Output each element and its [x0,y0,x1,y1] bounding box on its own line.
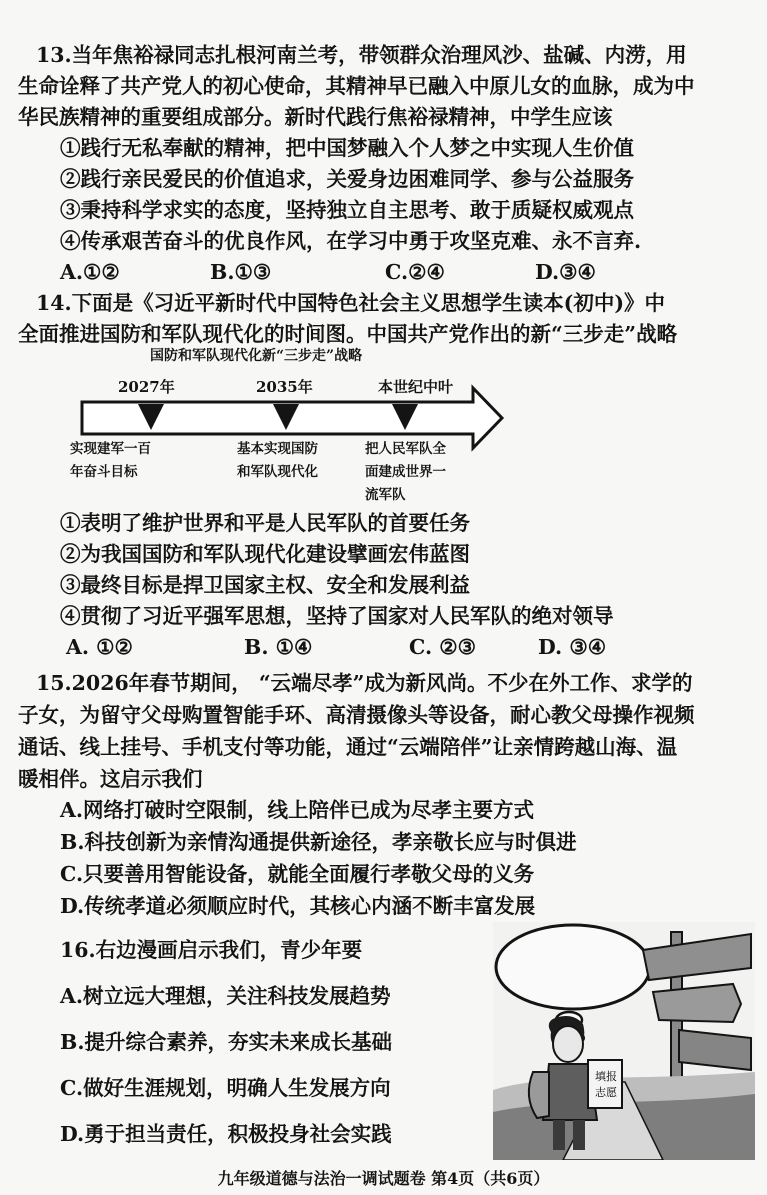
milestone-desc-3-line-3: 流军队 [365,487,406,503]
milestone-desc-2-line-1: 基本实现国防 [237,441,318,457]
q14-item-4: ④贯彻了习近平强军思想，坚持了国家对人民军队的绝对领导 [60,604,614,628]
q15-stem-line-1: 15.2026年春节期间， “云端尽孝”成为新风尚。不少在外工作、求学的 [36,671,693,695]
q14-item-1: ①表明了维护世界和平是人民军队的首要任务 [60,511,470,535]
milestone-year-1: 2027年 [118,378,175,396]
milestone-year-2: 2035年 [256,378,313,396]
q13-item-3: ③秉持科学求实的态度，坚持独立自主思考、敢于质疑权威观点 [60,198,634,222]
q16-option-d[interactable]: D.勇于担当责任，积极投身社会实践 [60,1122,392,1146]
thought-bubble-icon [496,925,650,1009]
q14-item-3: ③最终目标是捍卫国家主权、安全和发展利益 [60,573,470,597]
q15-option-d[interactable]: D.传统孝道必须顺应时代，其核心内涵不断丰富发展 [60,894,536,918]
q13-option-c[interactable]: C.②④ [385,260,445,284]
booklet-label-line-1: 填报 [595,1070,617,1083]
q13-stem-line-1: 13.当年焦裕禄同志扎根河南兰考，带领群众治理风沙、盐碱、内涝，用 [36,43,687,67]
application-booklet-icon [588,1060,622,1108]
milestone-desc-3-line-2: 面建成世界一 [365,464,446,480]
q16-stem: 16.右边漫画启示我们，青少年要 [60,938,363,962]
q13-item-1: ①践行无私奉献的精神，把中国梦融入个人梦之中实现人生价值 [60,136,634,160]
q15-option-a[interactable]: A.网络打破时空限制，线上陪伴已成为尽孝主要方式 [60,798,535,822]
q13-item-2: ②践行亲民爱民的价值追求，关爱身边困难同学、参与公益服务 [60,167,634,191]
q14-option-d[interactable]: D. ③④ [538,635,607,659]
q13-stem-line-2: 生命诠释了共产党人的初心使命，其精神早已融入中原儿女的血脉，成为中 [18,74,695,98]
milestone-desc-3-line-1: 把人民军队全 [365,441,446,457]
booklet-label-line-2: 志愿 [595,1086,617,1099]
q13-item-4: ④传承艰苦奋斗的优良作风，在学习中勇于攻坚克难、永不言弃. [60,229,642,253]
page-footer: 九年级道德与法治一调试题卷 第4页（共6页） [217,1169,550,1188]
q16-option-a[interactable]: A.树立远大理想，关注科技发展趋势 [60,984,391,1008]
q14-option-c[interactable]: C. ②③ [409,635,476,659]
q13-option-d[interactable]: D.③④ [535,260,596,284]
q15-option-c[interactable]: C.只要善用智能设备，就能全面履行孝敬父母的义务 [60,862,535,886]
q16-option-c[interactable]: C.做好生涯规划，明确人生发展方向 [60,1076,391,1100]
milestone-desc-1-line-1: 实现建军一百 [70,441,151,457]
q13-option-a[interactable]: A.①② [60,260,120,284]
q14-stem-line-1: 14.下面是《习近平新时代中国特色社会主义思想学生读本(初中)》中 [36,291,666,315]
q16-option-b[interactable]: B.提升综合素养，夯实未来成长基础 [60,1030,392,1054]
q14-option-b[interactable]: B. ①④ [244,635,313,659]
q15-option-b[interactable]: B.科技创新为亲情沟通提供新途径，孝亲敬长应与时俱进 [60,830,577,854]
q13-stem-line-3: 华民族精神的重要组成部分。新时代践行焦裕禄精神，中学生应该 [18,105,613,129]
milestone-desc-2-line-2: 和军队现代化 [237,464,318,480]
timeline-title: 国防和军队现代化新“三步走”战略 [150,348,363,364]
q13-option-b[interactable]: B.①③ [210,260,272,284]
cartoon-illustration [493,922,755,1160]
milestone-desc-1-line-2: 年奋斗目标 [70,464,138,480]
q15-stem-line-4: 暖相伴。这启示我们 [18,767,203,791]
q15-stem-line-2: 子女，为留守父母购置智能手环、高清摄像头等设备，耐心教父母操作视频 [18,703,695,727]
q14-option-a[interactable]: A. ①② [66,635,133,659]
q14-item-2: ②为我国国防和军队现代化建设擘画宏伟蓝图 [60,542,470,566]
q15-stem-line-3: 通话、线上挂号、手机支付等功能，通过“云端陪伴”让亲情跨越山海、温 [18,735,678,759]
q14-stem-line-2: 全面推进国防和军队现代化的时间图。中国共产党作出的新“三步走”战略 [18,322,678,346]
defense-timeline-diagram [70,340,520,512]
milestone-year-3: 本世纪中叶 [378,378,454,396]
